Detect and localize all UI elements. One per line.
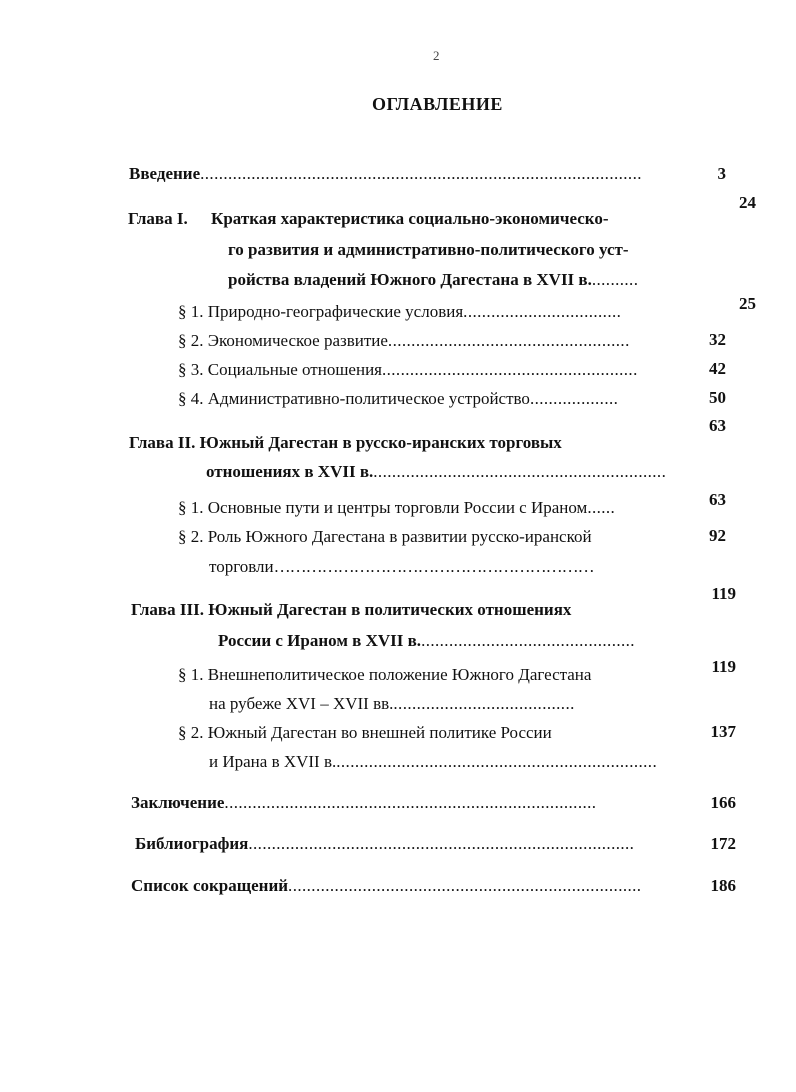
toc-title: ОГЛАВЛЕНИЕ (372, 94, 503, 114)
section-3-2-text: и Ирана в XVII в. (209, 752, 337, 771)
section-1-1-leader: .................................. (463, 302, 622, 321)
intro-page: 3 (717, 164, 726, 183)
chapter3-title-line1[interactable]: Глава III. Южный Дагестан в политических отношениях (131, 600, 572, 619)
section-2-2-text: торговли (209, 557, 274, 576)
chapter1-page: 24 (739, 193, 756, 212)
toc-entry-3-1-line1[interactable]: § 1. Внешнеполитическое положение Южного Дагестана (178, 665, 592, 684)
section-2-2-page: 92 (709, 526, 726, 545)
bibliography-page: 172 (710, 834, 736, 853)
chapter2-title-line1[interactable]: Глава II. Южный Дагестан в русско-иранских торговых (129, 433, 562, 452)
toc-entry-intro[interactable] (129, 164, 642, 184)
chapter2-title-line2[interactable] (206, 462, 666, 482)
bibliography-label: Библиография (135, 834, 249, 853)
chapter1-title-line1[interactable]: Краткая характеристика социально-экономическо- (211, 209, 609, 228)
page-number: 2 (433, 48, 440, 63)
section-1-2-leader: .................................................... (387, 331, 630, 350)
chapter1-title-line3[interactable] (228, 270, 638, 290)
section-1-3-page: 42 (709, 359, 726, 378)
toc-entry-1-3[interactable] (178, 360, 638, 380)
conclusion-leader: ................................................................................ (224, 793, 597, 812)
section-2-1-leader: ...... (587, 498, 616, 517)
section-1-3-leader: ....................................................... (381, 360, 638, 379)
chapter3-leader: .............................................. (421, 631, 635, 650)
section-3-1-text: на рубеже XVI – XVII вв. (209, 694, 394, 713)
section-3-1-leader: ....................................... (393, 694, 575, 713)
toc-entry-bibliography[interactable] (135, 834, 634, 854)
toc-entry-abbreviations[interactable] (131, 876, 641, 896)
section-1-2-text: § 2. Экономическое развитие (178, 331, 388, 350)
toc-entry-2-2-line2[interactable] (209, 557, 594, 577)
chapter1-prefix: Глава I. (128, 209, 188, 228)
section-3-2-leader: ..................................................................... (336, 752, 658, 771)
section-1-2-page: 32 (709, 330, 726, 349)
section-1-4-page: 50 (709, 388, 726, 407)
toc-entry-1-2[interactable] (178, 331, 630, 351)
section-1-1-page: 25 (739, 294, 756, 313)
section-2-2-leader: …………………………………………………… (273, 557, 594, 576)
section-1-1-text: § 1. Природно-географические условия (178, 302, 464, 321)
toc-entry-3-1-line2[interactable] (209, 694, 575, 714)
section-3-2-page: 137 (710, 722, 736, 741)
chapter2-title-text: отношениях в XVII в. (206, 462, 374, 481)
chapter1-title-line2[interactable]: го развития и административно-политического уст- (228, 240, 629, 259)
chapter3-title-line2[interactable] (218, 631, 635, 651)
chapter3-title-text: России с Ираном в XVII в. (218, 631, 422, 650)
chapter2-leader: ............................................................... (373, 462, 667, 481)
section-3-1-page: 119 (711, 657, 736, 676)
toc-entry-conclusion[interactable] (131, 793, 596, 813)
chapter2-page: 63 (709, 416, 726, 435)
bibliography-leader: ................................................................................... (248, 834, 635, 853)
section-1-4-text: § 4. Административно-политическое устройство (178, 389, 530, 408)
abbreviations-label: Список сокращений (131, 876, 289, 895)
abbreviations-leader: ............................................................................ (288, 876, 642, 895)
conclusion-page: 166 (710, 793, 736, 812)
section-1-3-text: § 3. Социальные отношения (178, 360, 382, 379)
conclusion-label: Заключение (131, 793, 225, 812)
section-1-4-leader: ................... (529, 389, 619, 408)
section-2-1-page: 63 (709, 490, 726, 509)
section-2-1-text: § 1. Основные пути и центры торговли России с Ираном (178, 498, 588, 517)
toc-entry-1-4[interactable] (178, 389, 618, 409)
intro-label: Введение (129, 164, 201, 183)
intro-leader: ............................................................................................... (200, 164, 642, 183)
abbreviations-page: 186 (710, 876, 736, 895)
toc-entry-2-2-line1[interactable]: § 2. Роль Южного Дагестана в развитии русско-иранской (178, 527, 592, 546)
toc-entry-3-2-line1[interactable]: § 2. Южный Дагестан во внешней политике России (178, 723, 552, 742)
chapter1-title-text: ройства владений Южного Дагестана в XVII в. (228, 270, 592, 289)
chapter3-page: 119 (711, 584, 736, 603)
toc-entry-3-2-line2[interactable] (209, 752, 657, 772)
toc-entry-1-1[interactable] (178, 302, 621, 322)
chapter1-leader: .......... (591, 270, 639, 289)
toc-entry-2-1[interactable] (178, 498, 615, 518)
